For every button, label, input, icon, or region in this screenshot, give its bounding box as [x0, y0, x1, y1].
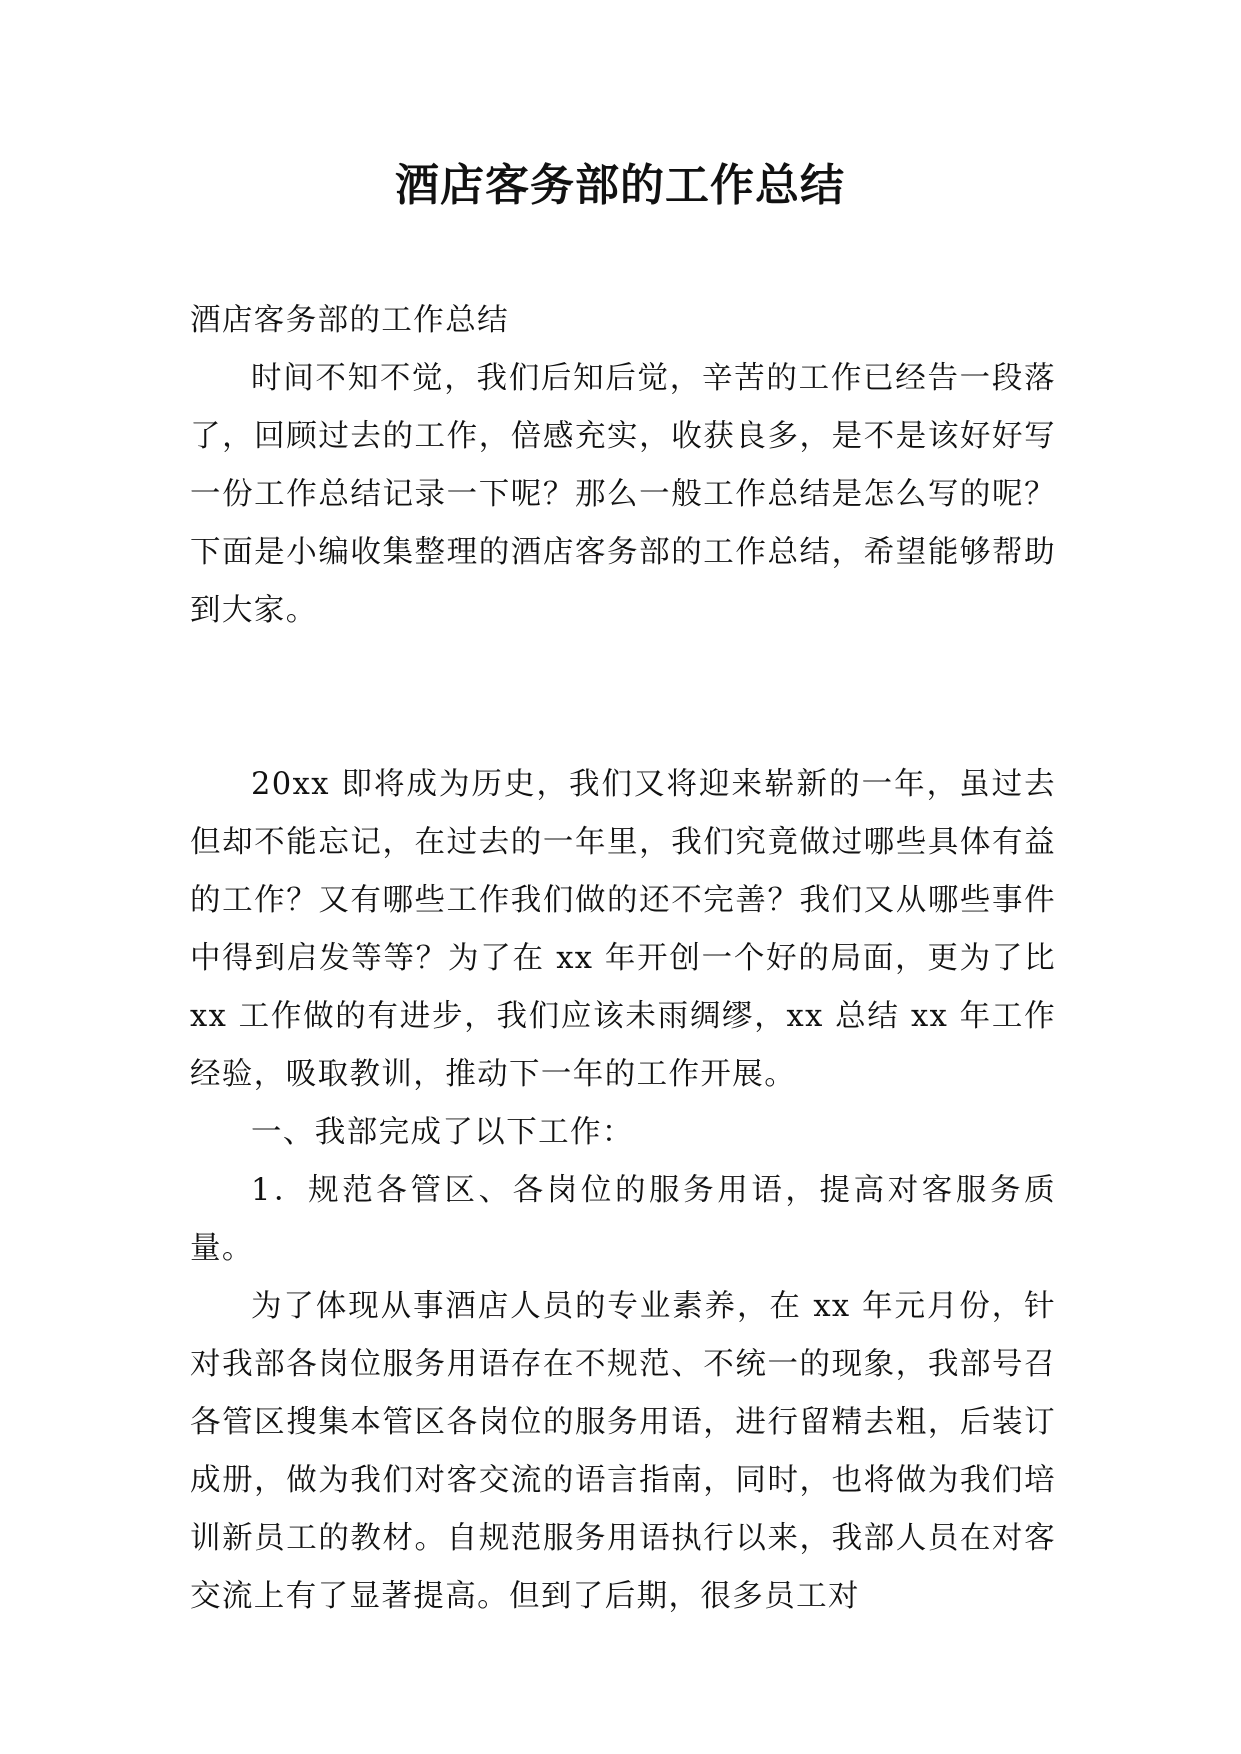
- paragraph-gap: [190, 640, 1056, 756]
- document-body: [190, 292, 1056, 1626]
- item-heading: 1．规范各管区、各岗位的服务用语，提高对客服务质量。: [190, 1173, 1056, 1266]
- document-title: 酒店客务部的工作总结: [395, 160, 845, 211]
- overview-paragraph: 20xx 即将成为历史，我们又将迎来崭新的一年，虽过去但却不能忘记，在过去的一年里，我们究竟做过哪些具体有益的工作？又有哪些工作我们做的还不完善？我们又从哪些事件中得到启发等等？为了在 xx 年开创一个好的局面，更为了比 xx 工作做的有进步，我们应该未雨绸缪，xx 总结 xx 年工作经验，吸取教训，推动下一年的工作开展。: [190, 767, 1056, 1092]
- item-paragraph: 为了体现从事酒店人员的专业素养，在 xx 年元月份，针对我部各岗位服务用语存在不规范、不统一的现象，我部号召各管区搜集本管区各岗位的服务用语，进行留精去粗，后装订成册，做为我们对客交流的语言指南，同时，也将做为我们培训新员工的教材。自规范服务用语执行以来，我部人员在对客交流上有了显著提高。但到了后期，很多员工对: [190, 1289, 1056, 1614]
- section-heading: 一、我部完成了以下工作：: [251, 1115, 634, 1150]
- subtitle-line: 酒店客务部的工作总结: [190, 303, 509, 338]
- intro-paragraph: 时间不知不觉，我们后知后觉，辛苦的工作已经告一段落了，回顾过去的工作，倍感充实，收获良多，是不是该好好写一份工作总结记录一下呢？那么一般工作总结是怎么写的呢？下面是小编收集整理的酒店客务部的工作总结，希望能够帮助到大家。: [190, 361, 1056, 628]
